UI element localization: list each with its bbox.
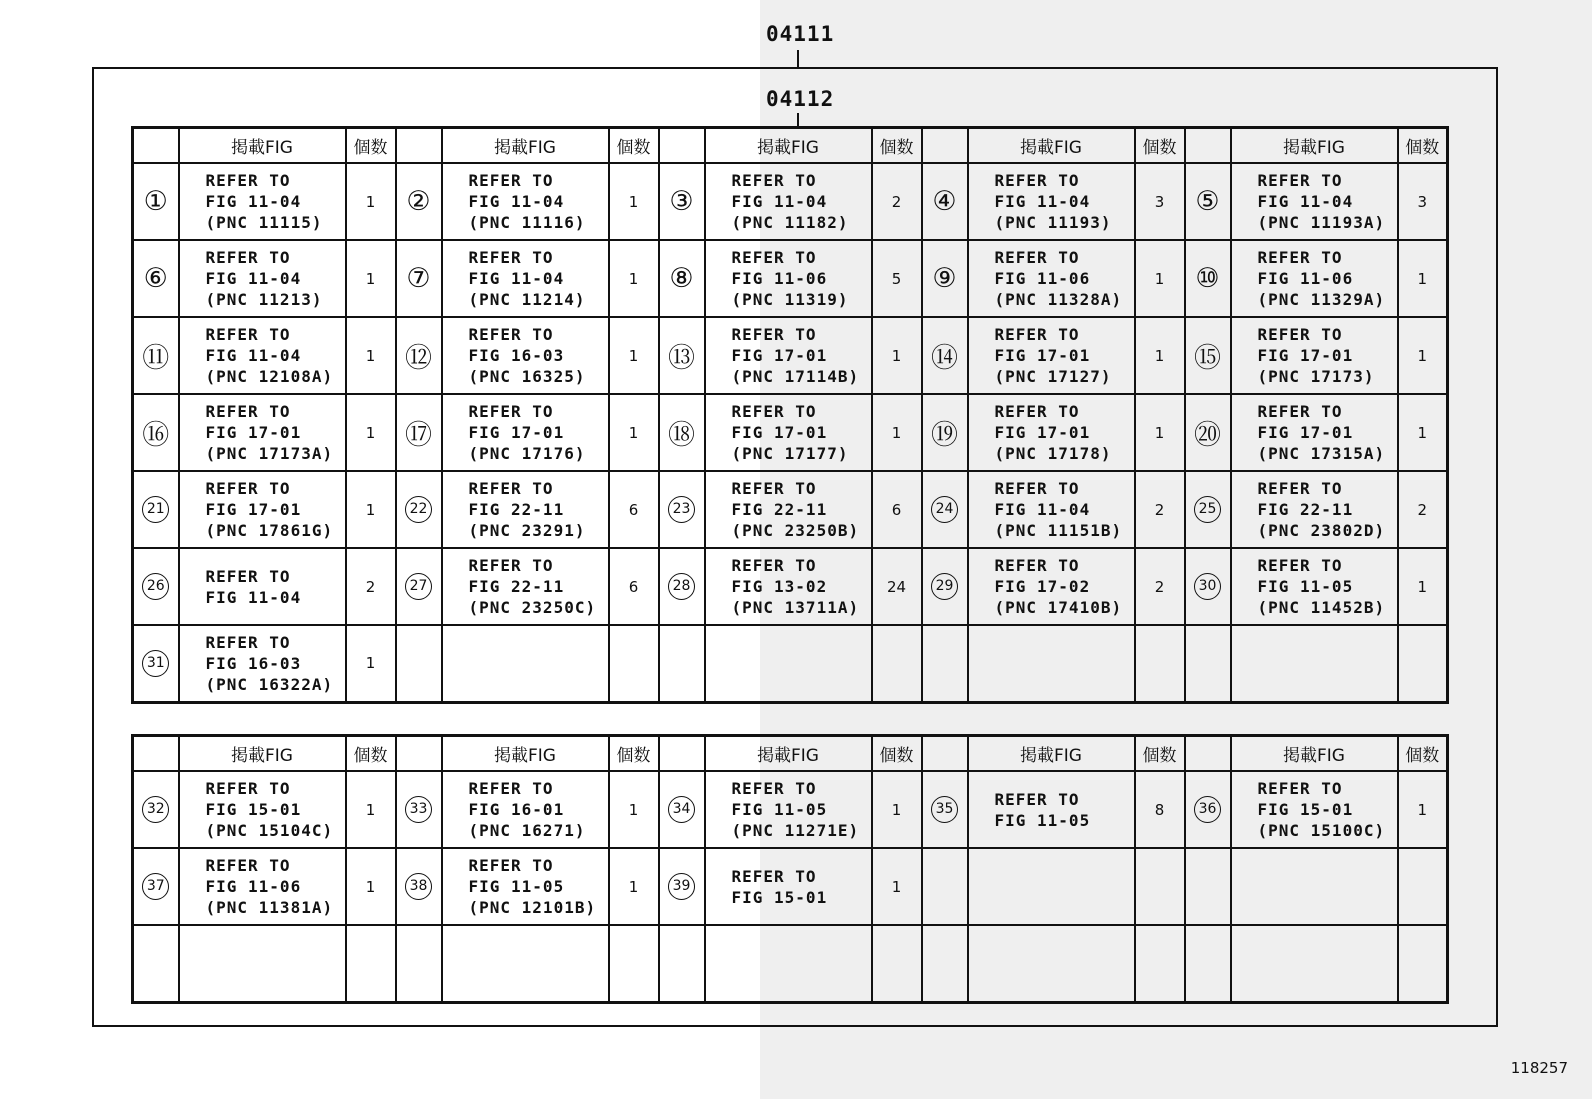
fig-reference: REFER TO FIG 11-04 (PNC 12108A) <box>179 317 346 394</box>
quantity: 1 <box>1135 394 1185 471</box>
fig-reference: REFER TO FIG 17-01 (PNC 17315A) <box>1231 394 1398 471</box>
header-qty: 個数 <box>872 128 922 164</box>
header-num-cell <box>133 128 179 164</box>
fig-reference: REFER TO FIG 11-06 (PNC 11328A) <box>968 240 1135 317</box>
item-number-cell <box>133 925 179 1002</box>
quantity: 6 <box>872 471 922 548</box>
item-number-cell <box>1185 471 1231 548</box>
header-qty: 個数 <box>872 736 922 772</box>
quantity: 1 <box>1398 548 1448 625</box>
quantity: 2 <box>346 548 396 625</box>
quantity: 3 <box>1398 163 1448 240</box>
quantity <box>1398 925 1448 1002</box>
header-qty: 個数 <box>609 128 659 164</box>
item-number: 26 <box>142 573 169 600</box>
fig-reference: REFER TO FIG 16-03 (PNC 16322A) <box>179 625 346 702</box>
header-num-cell <box>659 128 705 164</box>
item-number: 29 <box>931 573 958 600</box>
quantity: 2 <box>1135 548 1185 625</box>
item-number-cell <box>659 394 705 471</box>
quantity: 1 <box>346 471 396 548</box>
fig-reference <box>968 848 1135 925</box>
quantity <box>872 925 922 1002</box>
quantity: 1 <box>1135 317 1185 394</box>
header-qty: 個数 <box>1135 736 1185 772</box>
quantity <box>1135 848 1185 925</box>
fig-reference: REFER TO FIG 11-04 (PNC 11214) <box>442 240 609 317</box>
item-number: 34 <box>668 796 695 823</box>
item-number-cell <box>922 625 968 702</box>
item-number-cell <box>659 848 705 925</box>
quantity: 1 <box>609 394 659 471</box>
item-number-cell <box>1185 240 1231 317</box>
header-qty: 個数 <box>1135 128 1185 164</box>
item-number-cell <box>1185 625 1231 702</box>
fig-reference <box>1231 625 1398 702</box>
item-number: 31 <box>142 650 169 677</box>
quantity: 1 <box>609 240 659 317</box>
fig-reference: REFER TO FIG 15-01 <box>705 848 872 925</box>
quantity: 5 <box>872 240 922 317</box>
leader-line-top <box>797 50 799 68</box>
fig-reference: REFER TO FIG 17-01 (PNC 17173A) <box>179 394 346 471</box>
quantity: 6 <box>609 548 659 625</box>
quantity: 6 <box>609 471 659 548</box>
item-number-cell <box>133 848 179 925</box>
fig-reference: REFER TO FIG 11-04 <box>179 548 346 625</box>
item-number: 38 <box>405 873 432 900</box>
item-number-cell <box>396 471 442 548</box>
item-number: ⑨ <box>932 263 957 294</box>
item-number-cell <box>133 240 179 317</box>
figure-id: 118257 <box>1510 1059 1568 1077</box>
fig-reference: REFER TO FIG 11-04 (PNC 11213) <box>179 240 346 317</box>
item-number-cell <box>396 548 442 625</box>
item-number-cell <box>922 240 968 317</box>
quantity: 2 <box>872 163 922 240</box>
item-number: ⑬ <box>668 343 695 374</box>
quantity <box>609 625 659 702</box>
item-number-cell <box>396 163 442 240</box>
item-number: ⑳ <box>1194 420 1221 451</box>
fig-reference: REFER TO FIG 17-01 (PNC 17127) <box>968 317 1135 394</box>
item-number-cell <box>659 625 705 702</box>
header-num-cell <box>396 128 442 164</box>
item-number: 33 <box>405 796 432 823</box>
fig-reference: REFER TO FIG 11-04 (PNC 11193) <box>968 163 1135 240</box>
fig-reference: REFER TO FIG 22-11 (PNC 23291) <box>442 471 609 548</box>
quantity: 1 <box>1398 240 1448 317</box>
leader-line-inner <box>797 113 799 127</box>
header-fig: 掲載FIG <box>705 128 872 164</box>
quantity: 1 <box>609 317 659 394</box>
fig-reference: REFER TO FIG 15-01 (PNC 15100C) <box>1231 771 1398 848</box>
header-num-cell <box>659 736 705 772</box>
quantity: 1 <box>872 394 922 471</box>
fig-reference <box>705 625 872 702</box>
table-row <box>133 394 1448 471</box>
item-number: ④ <box>932 186 957 217</box>
quantity: 1 <box>609 771 659 848</box>
item-number-cell <box>659 548 705 625</box>
item-number: 27 <box>405 573 432 600</box>
quantity: 1 <box>1398 771 1448 848</box>
fig-reference <box>1231 848 1398 925</box>
assembly-code-inner: 04112 <box>766 87 835 111</box>
item-number: 39 <box>668 873 695 900</box>
item-number: ③ <box>669 186 694 217</box>
quantity: 1 <box>1398 394 1448 471</box>
quantity: 1 <box>872 771 922 848</box>
item-number: ⑯ <box>142 420 170 451</box>
quantity: 1 <box>872 848 922 925</box>
header-num-cell <box>922 736 968 772</box>
fig-reference: REFER TO FIG 11-04 (PNC 11116) <box>442 163 609 240</box>
quantity <box>609 925 659 1002</box>
quantity: 1 <box>346 848 396 925</box>
table-row <box>133 240 1448 317</box>
item-number-cell <box>1185 771 1231 848</box>
header-row <box>133 128 1448 164</box>
item-number-cell <box>659 317 705 394</box>
item-number-cell <box>1185 848 1231 925</box>
item-number-cell <box>396 394 442 471</box>
item-number: 23 <box>668 496 695 523</box>
quantity <box>872 625 922 702</box>
quantity <box>1398 848 1448 925</box>
fig-reference: REFER TO FIG 16-01 (PNC 16271) <box>442 771 609 848</box>
reference-table-2 <box>131 734 1449 1004</box>
item-number: 21 <box>142 496 169 523</box>
header-fig: 掲載FIG <box>442 736 609 772</box>
item-number-cell <box>922 163 968 240</box>
fig-reference: REFER TO FIG 22-11 (PNC 23250B) <box>705 471 872 548</box>
item-number: ② <box>406 186 431 217</box>
quantity: 1 <box>1135 240 1185 317</box>
item-number-cell <box>1185 394 1231 471</box>
fig-reference: REFER TO FIG 17-01 (PNC 17861G) <box>179 471 346 548</box>
item-number: 35 <box>931 796 958 823</box>
quantity <box>1135 925 1185 1002</box>
header-qty: 個数 <box>1398 128 1448 164</box>
header-fig: 掲載FIG <box>705 736 872 772</box>
fig-reference: REFER TO FIG 17-02 (PNC 17410B) <box>968 548 1135 625</box>
item-number-cell <box>659 163 705 240</box>
item-number: 32 <box>142 796 169 823</box>
header-num-cell <box>1185 736 1231 772</box>
item-number-cell <box>659 240 705 317</box>
item-number-cell <box>922 925 968 1002</box>
header-qty: 個数 <box>346 128 396 164</box>
fig-reference: REFER TO FIG 17-01 (PNC 17178) <box>968 394 1135 471</box>
item-number-cell <box>133 471 179 548</box>
fig-reference <box>442 925 609 1002</box>
item-number-cell <box>922 548 968 625</box>
fig-reference: REFER TO FIG 11-06 (PNC 11329A) <box>1231 240 1398 317</box>
assembly-code-top: 04111 <box>766 22 835 46</box>
item-number-cell <box>922 471 968 548</box>
item-number: ⑥ <box>143 263 168 294</box>
fig-reference: REFER TO FIG 11-05 (PNC 11452B) <box>1231 548 1398 625</box>
table-row <box>133 925 1448 1002</box>
quantity: 1 <box>346 771 396 848</box>
quantity: 1 <box>346 240 396 317</box>
table-row <box>133 771 1448 848</box>
quantity: 1 <box>609 848 659 925</box>
quantity: 1 <box>872 317 922 394</box>
item-number-cell <box>396 925 442 1002</box>
item-number: ⑦ <box>406 263 431 294</box>
item-number-cell <box>1185 548 1231 625</box>
header-fig: 掲載FIG <box>179 736 346 772</box>
fig-reference: REFER TO FIG 11-06 (PNC 11319) <box>705 240 872 317</box>
fig-reference <box>1231 925 1398 1002</box>
quantity <box>346 925 396 1002</box>
fig-reference: REFER TO FIG 11-05 <box>968 771 1135 848</box>
header-num-cell <box>922 128 968 164</box>
reference-table-1 <box>131 126 1449 704</box>
quantity: 3 <box>1135 163 1185 240</box>
item-number: ⑪ <box>142 343 170 374</box>
fig-reference: REFER TO FIG 22-11 (PNC 23250C) <box>442 548 609 625</box>
item-number-cell <box>1185 317 1231 394</box>
header-qty: 個数 <box>609 736 659 772</box>
item-number-cell <box>659 771 705 848</box>
fig-reference: REFER TO FIG 11-04 (PNC 11182) <box>705 163 872 240</box>
item-number-cell <box>922 771 968 848</box>
quantity: 1 <box>609 163 659 240</box>
item-number-cell <box>133 394 179 471</box>
header-num-cell <box>396 736 442 772</box>
item-number: ⑰ <box>405 420 432 451</box>
item-number-cell <box>396 625 442 702</box>
header-qty: 個数 <box>346 736 396 772</box>
fig-reference: REFER TO FIG 17-01 (PNC 17173) <box>1231 317 1398 394</box>
header-num-cell <box>1185 128 1231 164</box>
item-number: 30 <box>1194 573 1221 600</box>
quantity: 24 <box>872 548 922 625</box>
header-fig: 掲載FIG <box>179 128 346 164</box>
fig-reference: REFER TO FIG 22-11 (PNC 23802D) <box>1231 471 1398 548</box>
fig-reference: REFER TO FIG 11-04 (PNC 11193A) <box>1231 163 1398 240</box>
table-row <box>133 548 1448 625</box>
item-number-cell <box>1185 925 1231 1002</box>
quantity: 2 <box>1398 471 1448 548</box>
item-number-cell <box>396 771 442 848</box>
item-number: ⑩ <box>1195 263 1220 294</box>
fig-reference: REFER TO FIG 13-02 (PNC 13711A) <box>705 548 872 625</box>
quantity: 1 <box>1398 317 1448 394</box>
item-number-cell <box>396 240 442 317</box>
item-number-cell <box>133 625 179 702</box>
quantity: 1 <box>346 394 396 471</box>
item-number: ① <box>143 186 168 217</box>
item-number: 25 <box>1194 496 1221 523</box>
fig-reference: REFER TO FIG 11-04 (PNC 11115) <box>179 163 346 240</box>
item-number: ⑧ <box>669 263 694 294</box>
fig-reference <box>968 925 1135 1002</box>
item-number: ⑮ <box>1194 343 1221 374</box>
fig-reference: REFER TO FIG 11-05 (PNC 11271E) <box>705 771 872 848</box>
item-number-cell <box>133 548 179 625</box>
header-fig: 掲載FIG <box>1231 128 1398 164</box>
quantity: 1 <box>346 625 396 702</box>
item-number-cell <box>659 925 705 1002</box>
item-number: ⑱ <box>668 420 695 451</box>
item-number-cell <box>396 848 442 925</box>
header-fig: 掲載FIG <box>1231 736 1398 772</box>
quantity <box>1398 625 1448 702</box>
item-number: 28 <box>668 573 695 600</box>
header-num-cell <box>133 736 179 772</box>
table-row <box>133 163 1448 240</box>
item-number: ⑤ <box>1195 186 1220 217</box>
quantity <box>1135 625 1185 702</box>
fig-reference: REFER TO FIG 17-01 (PNC 17114B) <box>705 317 872 394</box>
fig-reference: REFER TO FIG 11-04 (PNC 11151B) <box>968 471 1135 548</box>
table-row <box>133 625 1448 702</box>
item-number: 37 <box>142 873 169 900</box>
table-row <box>133 471 1448 548</box>
header-row <box>133 736 1448 772</box>
item-number: 22 <box>405 496 432 523</box>
header-qty: 個数 <box>1398 736 1448 772</box>
fig-reference: REFER TO FIG 15-01 (PNC 15104C) <box>179 771 346 848</box>
fig-reference: REFER TO FIG 17-01 (PNC 17176) <box>442 394 609 471</box>
item-number-cell <box>133 317 179 394</box>
quantity: 8 <box>1135 771 1185 848</box>
quantity: 2 <box>1135 471 1185 548</box>
fig-reference: REFER TO FIG 17-01 (PNC 17177) <box>705 394 872 471</box>
item-number: 24 <box>931 496 958 523</box>
header-fig: 掲載FIG <box>968 128 1135 164</box>
item-number-cell <box>396 317 442 394</box>
item-number-cell <box>659 471 705 548</box>
item-number-cell <box>922 317 968 394</box>
header-fig: 掲載FIG <box>442 128 609 164</box>
fig-reference <box>705 925 872 1002</box>
item-number: ⑭ <box>931 343 958 374</box>
item-number: ⑲ <box>931 420 958 451</box>
item-number-cell <box>922 848 968 925</box>
table-row <box>133 317 1448 394</box>
item-number-cell <box>133 771 179 848</box>
item-number-cell <box>922 394 968 471</box>
table-row <box>133 848 1448 925</box>
fig-reference <box>968 625 1135 702</box>
item-number-cell <box>1185 163 1231 240</box>
fig-reference: REFER TO FIG 16-03 (PNC 16325) <box>442 317 609 394</box>
item-number: 36 <box>1194 796 1221 823</box>
fig-reference <box>179 925 346 1002</box>
header-fig: 掲載FIG <box>968 736 1135 772</box>
fig-reference: REFER TO FIG 11-06 (PNC 11381A) <box>179 848 346 925</box>
fig-reference: REFER TO FIG 11-05 (PNC 12101B) <box>442 848 609 925</box>
quantity: 1 <box>346 163 396 240</box>
quantity: 1 <box>346 317 396 394</box>
item-number: ⑫ <box>405 343 432 374</box>
item-number-cell <box>133 163 179 240</box>
fig-reference <box>442 625 609 702</box>
